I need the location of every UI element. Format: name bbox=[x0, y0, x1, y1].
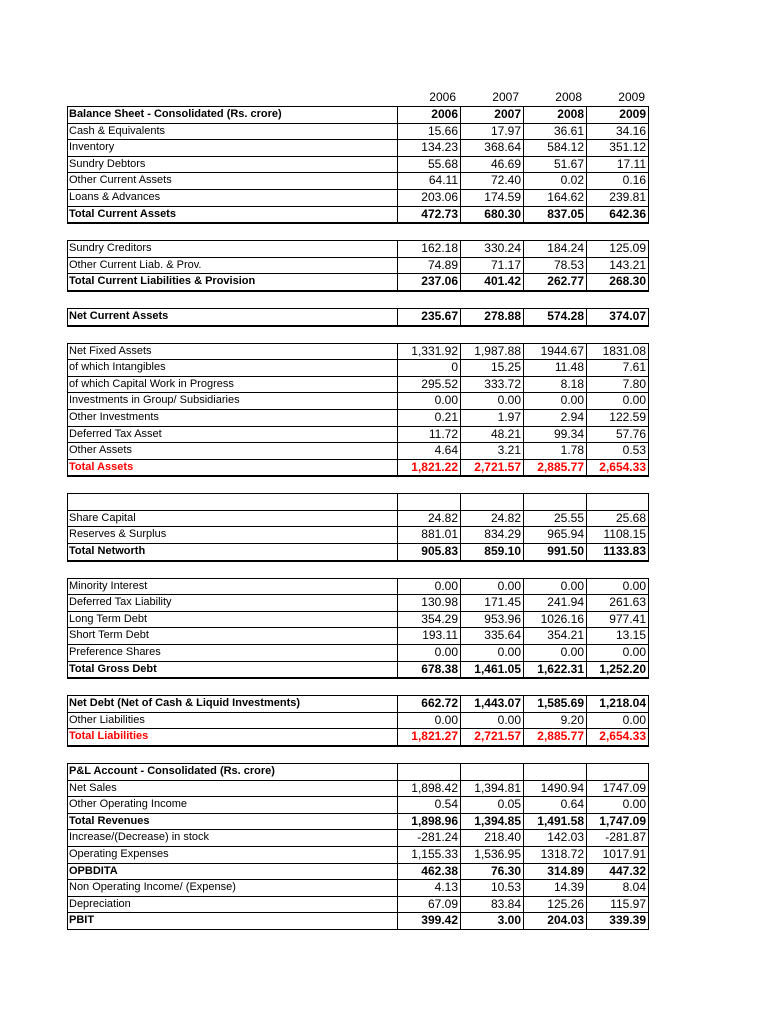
row-label: Deferred Tax Liability bbox=[67, 595, 397, 611]
value-cell: 1,491.58 bbox=[523, 814, 586, 830]
value-cell: 0.00 bbox=[586, 797, 649, 813]
value-cell: 2.94 bbox=[523, 410, 586, 426]
value-cell: 834.29 bbox=[460, 527, 523, 543]
value-cell: 193.11 bbox=[397, 628, 460, 644]
value-cell bbox=[460, 494, 523, 510]
value-cell: 262.77 bbox=[523, 274, 586, 290]
table-row bbox=[67, 359, 649, 376]
value-cell: 1,461.05 bbox=[460, 662, 523, 678]
value-cell: 0.00 bbox=[460, 393, 523, 409]
value-cell: 122.59 bbox=[586, 410, 649, 426]
table-row bbox=[67, 764, 649, 780]
value-cell: 237.06 bbox=[397, 274, 460, 290]
value-cell: 0.00 bbox=[586, 645, 649, 661]
value-cell: 859.10 bbox=[460, 544, 523, 560]
value-cell: 0.00 bbox=[397, 393, 460, 409]
table-block bbox=[67, 578, 649, 679]
row-label: Sundry Creditors bbox=[67, 241, 397, 257]
table-row bbox=[67, 780, 649, 797]
value-cell: 1,394.85 bbox=[460, 814, 523, 830]
value-cell: 1318.72 bbox=[523, 847, 586, 863]
value-cell: 837.05 bbox=[523, 207, 586, 223]
year-header-row bbox=[67, 90, 649, 106]
value-cell: 14.39 bbox=[523, 880, 586, 896]
table-row bbox=[67, 696, 649, 712]
value-cell bbox=[397, 764, 460, 780]
row-label: Total Revenues bbox=[67, 814, 397, 830]
row-label: OPBDITA bbox=[67, 864, 397, 880]
value-cell: 2,654.33 bbox=[586, 460, 649, 476]
value-cell bbox=[523, 494, 586, 510]
value-cell: 0.00 bbox=[397, 645, 460, 661]
value-cell: 235.67 bbox=[397, 309, 460, 325]
value-cell: 642.36 bbox=[586, 207, 649, 223]
row-label: Short Term Debt bbox=[67, 628, 397, 644]
value-cell: 1490.94 bbox=[523, 781, 586, 797]
value-cell: 1,622.31 bbox=[523, 662, 586, 678]
value-cell: 905.83 bbox=[397, 544, 460, 560]
row-label: Total Current Liabilities & Provision bbox=[67, 274, 397, 290]
value-cell: 125.09 bbox=[586, 241, 649, 257]
value-cell: 10.53 bbox=[460, 880, 523, 896]
table-row bbox=[67, 309, 649, 325]
table-block bbox=[67, 343, 649, 477]
value-cell: 15.66 bbox=[397, 124, 460, 140]
value-cell: 8.18 bbox=[523, 377, 586, 393]
row-label: Reserves & Surplus bbox=[67, 527, 397, 543]
value-cell: 1,747.09 bbox=[586, 814, 649, 830]
block-gap bbox=[67, 291, 649, 308]
value-cell: 0.54 bbox=[397, 797, 460, 813]
value-cell: 142.03 bbox=[523, 830, 586, 846]
value-cell: 239.81 bbox=[586, 190, 649, 206]
value-cell: 9.20 bbox=[523, 713, 586, 729]
value-cell: 7.61 bbox=[586, 360, 649, 376]
value-cell: 335.64 bbox=[460, 628, 523, 644]
block-gap bbox=[67, 678, 649, 695]
value-cell: 1831.08 bbox=[586, 344, 649, 360]
value-cell: 134.23 bbox=[397, 140, 460, 156]
value-cell: 2007 bbox=[460, 107, 523, 123]
value-cell: 1,252.20 bbox=[586, 662, 649, 678]
table-row bbox=[67, 510, 649, 527]
table-row bbox=[67, 611, 649, 628]
value-cell: 965.94 bbox=[523, 527, 586, 543]
value-cell: 0.00 bbox=[460, 713, 523, 729]
value-cell: 881.01 bbox=[397, 527, 460, 543]
value-cell: 0.64 bbox=[523, 797, 586, 813]
value-cell: 174.59 bbox=[460, 190, 523, 206]
value-cell: 11.72 bbox=[397, 427, 460, 443]
table-row bbox=[67, 206, 649, 223]
value-cell: 164.62 bbox=[523, 190, 586, 206]
block-gap bbox=[67, 223, 649, 240]
value-cell: 2,654.33 bbox=[586, 729, 649, 745]
row-label: Total Assets bbox=[67, 460, 397, 476]
value-cell: 0.00 bbox=[586, 393, 649, 409]
year-header: 2009 bbox=[618, 90, 645, 104]
table-row bbox=[67, 813, 649, 830]
row-label: Increase/(Decrease) in stock bbox=[67, 830, 397, 846]
value-cell: 2,721.57 bbox=[460, 460, 523, 476]
table-row bbox=[67, 543, 649, 560]
value-cell: 447.32 bbox=[586, 864, 649, 880]
value-cell: 0.00 bbox=[460, 645, 523, 661]
value-cell bbox=[523, 764, 586, 780]
value-cell: 1,331.92 bbox=[397, 344, 460, 360]
value-cell bbox=[397, 494, 460, 510]
table-row bbox=[67, 829, 649, 846]
value-cell: 1133.83 bbox=[586, 544, 649, 560]
value-cell: 74.89 bbox=[397, 258, 460, 274]
row-label: PBIT bbox=[67, 913, 397, 929]
value-cell: 143.21 bbox=[586, 258, 649, 274]
table-row bbox=[67, 594, 649, 611]
value-cell: 83.84 bbox=[460, 897, 523, 913]
value-cell: 4.64 bbox=[397, 443, 460, 459]
table-row bbox=[67, 728, 649, 745]
value-cell bbox=[586, 494, 649, 510]
value-cell: 4.13 bbox=[397, 880, 460, 896]
value-cell: 278.88 bbox=[460, 309, 523, 325]
value-cell: 1026.16 bbox=[523, 612, 586, 628]
table-row bbox=[67, 661, 649, 678]
table-row bbox=[67, 156, 649, 173]
value-cell: 13.15 bbox=[586, 628, 649, 644]
value-cell: 48.21 bbox=[460, 427, 523, 443]
value-cell: 1,536.95 bbox=[460, 847, 523, 863]
value-cell: 218.40 bbox=[460, 830, 523, 846]
table-block bbox=[67, 695, 649, 746]
row-label: Net Current Assets bbox=[67, 309, 397, 325]
row-label: Non Operating Income/ (Expense) bbox=[67, 880, 397, 896]
row-label: Total Gross Debt bbox=[67, 662, 397, 678]
value-cell: 472.73 bbox=[397, 207, 460, 223]
value-cell: 0.21 bbox=[397, 410, 460, 426]
value-cell: 1,585.69 bbox=[523, 696, 586, 712]
value-cell: 15.25 bbox=[460, 360, 523, 376]
value-cell: 0.00 bbox=[523, 579, 586, 595]
value-cell: 1,898.96 bbox=[397, 814, 460, 830]
table-row bbox=[67, 644, 649, 661]
value-cell: 11.48 bbox=[523, 360, 586, 376]
row-label: Net Sales bbox=[67, 781, 397, 797]
value-cell: 17.11 bbox=[586, 157, 649, 173]
value-cell: 2,885.77 bbox=[523, 460, 586, 476]
table-block bbox=[67, 763, 649, 930]
table-row bbox=[67, 863, 649, 880]
value-cell: 1,898.42 bbox=[397, 781, 460, 797]
value-cell: 680.30 bbox=[460, 207, 523, 223]
value-cell: 8.04 bbox=[586, 880, 649, 896]
table-row bbox=[67, 273, 649, 290]
row-label: P&L Account - Consolidated (Rs. crore) bbox=[67, 764, 397, 780]
table-row bbox=[67, 796, 649, 813]
value-cell: 0.16 bbox=[586, 173, 649, 189]
value-cell: 0.02 bbox=[523, 173, 586, 189]
value-cell: 3.21 bbox=[460, 443, 523, 459]
row-label: Total Networth bbox=[67, 544, 397, 560]
table-row bbox=[67, 494, 649, 510]
value-cell: 295.52 bbox=[397, 377, 460, 393]
value-cell: 1,155.33 bbox=[397, 847, 460, 863]
value-cell: 1017.91 bbox=[586, 847, 649, 863]
value-cell: 374.07 bbox=[586, 309, 649, 325]
spreadsheet bbox=[67, 90, 649, 930]
value-cell: 1,987.88 bbox=[460, 344, 523, 360]
table-row bbox=[67, 409, 649, 426]
value-cell: 991.50 bbox=[523, 544, 586, 560]
row-label: Cash & Equivalents bbox=[67, 124, 397, 140]
table-body bbox=[67, 106, 649, 930]
value-cell: 1,821.27 bbox=[397, 729, 460, 745]
value-cell: 2,885.77 bbox=[523, 729, 586, 745]
value-cell: 78.53 bbox=[523, 258, 586, 274]
value-cell: 1747.09 bbox=[586, 781, 649, 797]
row-label: Deferred Tax Asset bbox=[67, 427, 397, 443]
value-cell: 0.00 bbox=[460, 579, 523, 595]
value-cell: 354.29 bbox=[397, 612, 460, 628]
table-block bbox=[67, 106, 649, 223]
value-cell: 171.45 bbox=[460, 595, 523, 611]
value-cell: 1.97 bbox=[460, 410, 523, 426]
value-cell: 203.06 bbox=[397, 190, 460, 206]
row-label: Other Investments bbox=[67, 410, 397, 426]
value-cell: 25.55 bbox=[523, 511, 586, 527]
value-cell: 977.41 bbox=[586, 612, 649, 628]
value-cell: 130.98 bbox=[397, 595, 460, 611]
table-row bbox=[67, 579, 649, 595]
value-cell: 51.67 bbox=[523, 157, 586, 173]
row-label: Other Assets bbox=[67, 443, 397, 459]
row-label: Inventory bbox=[67, 140, 397, 156]
row-label: Loans & Advances bbox=[67, 190, 397, 206]
value-cell: 462.38 bbox=[397, 864, 460, 880]
value-cell: 125.26 bbox=[523, 897, 586, 913]
row-label: Investments in Group/ Subsidiaries bbox=[67, 393, 397, 409]
row-label: Other Operating Income bbox=[67, 797, 397, 813]
row-label: of which Intangibles bbox=[67, 360, 397, 376]
row-label: Share Capital bbox=[67, 511, 397, 527]
value-cell: 401.42 bbox=[460, 274, 523, 290]
table-row bbox=[67, 189, 649, 206]
table-block bbox=[67, 493, 649, 560]
value-cell: 1,821.22 bbox=[397, 460, 460, 476]
row-label: Operating Expenses bbox=[67, 847, 397, 863]
row-label bbox=[67, 494, 397, 510]
table-row bbox=[67, 879, 649, 896]
value-cell: 953.96 bbox=[460, 612, 523, 628]
value-cell: 0.53 bbox=[586, 443, 649, 459]
value-cell: 184.24 bbox=[523, 241, 586, 257]
value-cell: 2008 bbox=[523, 107, 586, 123]
table-row bbox=[67, 442, 649, 459]
value-cell: 25.68 bbox=[586, 511, 649, 527]
row-label: Total Liabilities bbox=[67, 729, 397, 745]
table-row bbox=[67, 459, 649, 476]
table-row bbox=[67, 846, 649, 863]
table-row bbox=[67, 123, 649, 140]
value-cell: 55.68 bbox=[397, 157, 460, 173]
row-label: Net Debt (Net of Cash & Liquid Investments) bbox=[67, 696, 397, 712]
value-cell: -281.24 bbox=[397, 830, 460, 846]
value-cell: 1,443.07 bbox=[460, 696, 523, 712]
value-cell: 0.00 bbox=[397, 579, 460, 595]
value-cell: 46.69 bbox=[460, 157, 523, 173]
table-row bbox=[67, 526, 649, 543]
value-cell: 0 bbox=[397, 360, 460, 376]
value-cell bbox=[586, 764, 649, 780]
value-cell: 354.21 bbox=[523, 628, 586, 644]
value-cell: 17.97 bbox=[460, 124, 523, 140]
table-row bbox=[67, 257, 649, 274]
block-gap bbox=[67, 746, 649, 763]
block-gap bbox=[67, 476, 649, 493]
value-cell: 574.28 bbox=[523, 309, 586, 325]
table-row bbox=[67, 896, 649, 913]
value-cell: 1108.15 bbox=[586, 527, 649, 543]
value-cell: 76.30 bbox=[460, 864, 523, 880]
value-cell: 662.72 bbox=[397, 696, 460, 712]
value-cell: 204.03 bbox=[523, 913, 586, 929]
table-row bbox=[67, 139, 649, 156]
value-cell: 678.38 bbox=[397, 662, 460, 678]
row-label: Minority Interest bbox=[67, 579, 397, 595]
value-cell: 339.39 bbox=[586, 913, 649, 929]
value-cell: 0.00 bbox=[523, 393, 586, 409]
value-cell: 268.30 bbox=[586, 274, 649, 290]
row-label: Other Current Liab. & Prov. bbox=[67, 258, 397, 274]
table-block bbox=[67, 308, 649, 326]
value-cell: -281.87 bbox=[586, 830, 649, 846]
row-label: Long Term Debt bbox=[67, 612, 397, 628]
year-header: 2008 bbox=[555, 90, 582, 104]
table-row bbox=[67, 172, 649, 189]
year-header: 2006 bbox=[429, 90, 456, 104]
value-cell: 72.40 bbox=[460, 173, 523, 189]
row-label: Sundry Debtors bbox=[67, 157, 397, 173]
table-row bbox=[67, 712, 649, 729]
value-cell: 1,218.04 bbox=[586, 696, 649, 712]
value-cell: 261.63 bbox=[586, 595, 649, 611]
value-cell: 584.12 bbox=[523, 140, 586, 156]
row-label: Balance Sheet - Consolidated (Rs. crore) bbox=[67, 107, 397, 123]
value-cell: 24.82 bbox=[460, 511, 523, 527]
value-cell: 1944.67 bbox=[523, 344, 586, 360]
value-cell: 330.24 bbox=[460, 241, 523, 257]
row-label: Other Liabilities bbox=[67, 713, 397, 729]
row-label: Depreciation bbox=[67, 897, 397, 913]
value-cell: 368.64 bbox=[460, 140, 523, 156]
table-row bbox=[67, 627, 649, 644]
value-cell: 399.42 bbox=[397, 913, 460, 929]
value-cell: 36.61 bbox=[523, 124, 586, 140]
value-cell: 67.09 bbox=[397, 897, 460, 913]
row-label: of which Capital Work in Progress bbox=[67, 377, 397, 393]
table-row bbox=[67, 912, 649, 929]
value-cell: 0.00 bbox=[523, 645, 586, 661]
value-cell: 1.78 bbox=[523, 443, 586, 459]
value-cell: 333.72 bbox=[460, 377, 523, 393]
value-cell bbox=[460, 764, 523, 780]
value-cell: 71.17 bbox=[460, 258, 523, 274]
value-cell: 0.00 bbox=[586, 713, 649, 729]
value-cell: 64.11 bbox=[397, 173, 460, 189]
table-row bbox=[67, 376, 649, 393]
value-cell: 7.80 bbox=[586, 377, 649, 393]
table-row bbox=[67, 344, 649, 360]
value-cell: 24.82 bbox=[397, 511, 460, 527]
table-block bbox=[67, 240, 649, 291]
value-cell: 2006 bbox=[397, 107, 460, 123]
value-cell: 0.00 bbox=[397, 713, 460, 729]
year-header: 2007 bbox=[492, 90, 519, 104]
block-gap bbox=[67, 561, 649, 578]
value-cell: 57.76 bbox=[586, 427, 649, 443]
table-row bbox=[67, 426, 649, 443]
value-cell: 314.89 bbox=[523, 864, 586, 880]
table-row bbox=[67, 107, 649, 123]
value-cell: 34.16 bbox=[586, 124, 649, 140]
row-label: Total Current Assets bbox=[67, 207, 397, 223]
value-cell: 0.00 bbox=[586, 579, 649, 595]
table-row bbox=[67, 241, 649, 257]
value-cell: 3.00 bbox=[460, 913, 523, 929]
value-cell: 162.18 bbox=[397, 241, 460, 257]
value-cell: 115.97 bbox=[586, 897, 649, 913]
value-cell: 1,394.81 bbox=[460, 781, 523, 797]
table-row bbox=[67, 392, 649, 409]
value-cell: 351.12 bbox=[586, 140, 649, 156]
value-cell: 99.34 bbox=[523, 427, 586, 443]
row-label: Other Current Assets bbox=[67, 173, 397, 189]
row-label: Preference Shares bbox=[67, 645, 397, 661]
value-cell: 2009 bbox=[586, 107, 649, 123]
value-cell: 241.94 bbox=[523, 595, 586, 611]
value-cell: 0.05 bbox=[460, 797, 523, 813]
block-gap bbox=[67, 326, 649, 343]
row-label: Net Fixed Assets bbox=[67, 344, 397, 360]
value-cell: 2,721.57 bbox=[460, 729, 523, 745]
